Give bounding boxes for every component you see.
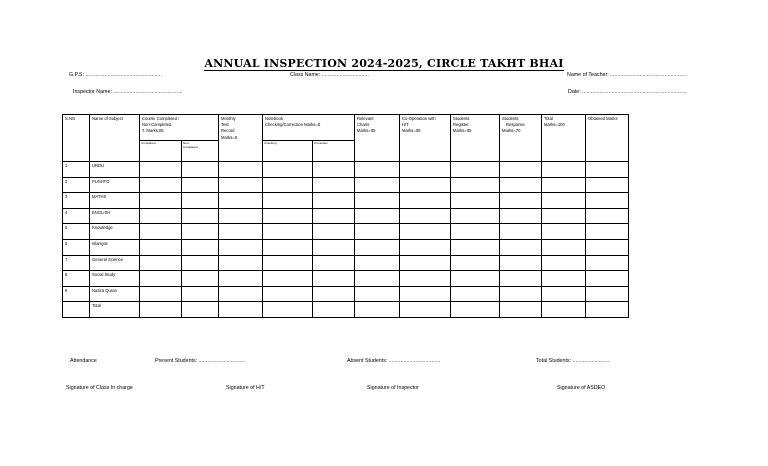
marks-cell[interactable]	[400, 286, 451, 302]
header-checking: Checking	[263, 141, 313, 162]
row-subject: MATHS	[90, 193, 140, 209]
inspector-name-field: Inspector Name: ...............................................	[73, 89, 183, 95]
marks-cell[interactable]	[500, 193, 542, 209]
marks-cell[interactable]	[542, 193, 586, 209]
marks-cell[interactable]	[219, 224, 263, 240]
marks-cell[interactable]	[313, 271, 355, 287]
table-row	[63, 255, 629, 271]
header-monthly-test: Monthly Test Record Marks=5	[219, 115, 263, 162]
class-name-field: Class Name: ................................	[290, 72, 369, 78]
signature-headteacher: Signature of H/T	[226, 385, 265, 391]
table-row	[63, 271, 629, 287]
header-sno: S.NO	[63, 115, 90, 162]
marks-cell[interactable]	[355, 177, 400, 193]
header-notebook: Notebook Checking/Correction Marks=5	[263, 115, 355, 141]
marks-cell[interactable]	[219, 302, 263, 318]
marks-cell[interactable]	[182, 193, 219, 209]
row-subject: Knowledge	[90, 224, 140, 240]
marks-cell[interactable]	[263, 162, 313, 178]
table-row	[63, 208, 629, 224]
marks-cell[interactable]	[500, 162, 542, 178]
marks-cell[interactable]	[313, 162, 355, 178]
marks-cell[interactable]	[451, 208, 500, 224]
table-row	[63, 177, 629, 193]
marks-cell[interactable]	[219, 271, 263, 287]
marks-cell[interactable]	[219, 193, 263, 209]
marks-cell[interactable]	[263, 286, 313, 302]
marks-cell[interactable]	[400, 224, 451, 240]
row-subject: General Science	[90, 255, 140, 271]
marks-cell[interactable]	[355, 224, 400, 240]
marks-cell[interactable]	[400, 208, 451, 224]
header-obtained: Obtained Marks	[586, 115, 629, 162]
marks-cell[interactable]	[263, 271, 313, 287]
marks-cell[interactable]	[182, 208, 219, 224]
marks-cell[interactable]	[451, 193, 500, 209]
header-subject: Name of Subject	[90, 115, 140, 162]
marks-cell[interactable]	[219, 286, 263, 302]
marks-cell[interactable]	[263, 193, 313, 209]
marks-cell[interactable]	[263, 208, 313, 224]
table-row	[63, 193, 629, 209]
row-subject: URDU	[90, 162, 140, 178]
marks-cell[interactable]	[219, 208, 263, 224]
header-correction: Correction	[313, 141, 355, 162]
marks-cell[interactable]	[400, 271, 451, 287]
marks-cell[interactable]	[500, 255, 542, 271]
marks-cell[interactable]	[586, 286, 629, 302]
marks-cell[interactable]	[400, 302, 451, 318]
header-non-completed: Non- Completed	[182, 141, 219, 162]
marks-cell[interactable]	[355, 162, 400, 178]
marks-cell[interactable]	[586, 208, 629, 224]
row-subject: PUSHTO	[90, 177, 140, 193]
date-field: Date: .......................................................................	[568, 89, 687, 95]
marks-cell[interactable]	[451, 177, 500, 193]
header-completed: Completed	[140, 141, 182, 162]
marks-cell[interactable]	[140, 302, 182, 318]
marks-cell[interactable]	[451, 224, 500, 240]
marks-cell[interactable]	[355, 286, 400, 302]
marks-cell[interactable]	[451, 286, 500, 302]
marks-cell[interactable]	[451, 271, 500, 287]
teacher-name-field: Name of Teacher: ....................................................	[567, 72, 687, 78]
marks-cell[interactable]	[586, 239, 629, 255]
marks-cell[interactable]	[586, 271, 629, 287]
marks-cell[interactable]	[140, 162, 182, 178]
marks-cell[interactable]	[586, 193, 629, 209]
table-row	[63, 302, 629, 318]
marks-cell[interactable]	[140, 239, 182, 255]
marks-cell[interactable]	[542, 239, 586, 255]
row-sno: 4	[63, 208, 90, 224]
marks-cell[interactable]	[140, 177, 182, 193]
marks-cell[interactable]	[182, 162, 219, 178]
marks-cell[interactable]	[263, 177, 313, 193]
table-row	[63, 162, 629, 178]
row-sno: 6	[63, 239, 90, 255]
marks-cell[interactable]	[542, 208, 586, 224]
marks-cell[interactable]	[400, 193, 451, 209]
marks-cell[interactable]	[400, 162, 451, 178]
marks-cell[interactable]	[400, 177, 451, 193]
row-subject: Islamyat	[90, 239, 140, 255]
marks-cell[interactable]	[542, 224, 586, 240]
marks-cell[interactable]	[542, 255, 586, 271]
marks-cell[interactable]	[355, 208, 400, 224]
row-sno: 5	[63, 224, 90, 240]
marks-cell[interactable]	[263, 255, 313, 271]
marks-cell[interactable]	[219, 177, 263, 193]
header-course: Course Completed / Non-Completed T. Marks:05	[140, 115, 219, 141]
marks-cell[interactable]	[355, 193, 400, 209]
marks-cell[interactable]	[140, 193, 182, 209]
attendance-label: Attendance	[70, 358, 97, 364]
marks-cell[interactable]	[500, 224, 542, 240]
row-sno: 2	[63, 177, 90, 193]
marks-cell[interactable]	[140, 208, 182, 224]
marks-cell[interactable]	[355, 255, 400, 271]
marks-cell[interactable]	[313, 286, 355, 302]
header-register: Students Register Marks=05	[451, 115, 500, 162]
header-total-marks: Total Marks=100	[542, 115, 586, 162]
table-row	[63, 239, 629, 255]
marks-cell[interactable]	[542, 271, 586, 287]
total-students-field: Total Students: .........................	[536, 358, 610, 364]
marks-cell[interactable]	[542, 302, 586, 318]
present-students-field: Present Students: ................................	[155, 358, 246, 364]
marks-cell[interactable]	[313, 208, 355, 224]
header-charts: Relevant Charts Marks=05	[355, 115, 400, 162]
marks-cell[interactable]	[586, 177, 629, 193]
row-subject: Total	[90, 302, 140, 318]
marks-cell[interactable]	[182, 271, 219, 287]
marks-cell[interactable]	[500, 271, 542, 287]
marks-cell[interactable]	[500, 239, 542, 255]
marks-cell[interactable]	[182, 239, 219, 255]
marks-cell[interactable]	[400, 255, 451, 271]
marks-cell[interactable]	[542, 177, 586, 193]
marks-cell[interactable]	[400, 239, 451, 255]
marks-cell[interactable]	[355, 271, 400, 287]
row-sno: 1	[63, 162, 90, 178]
page-title: ANNUAL INSPECTION 2024-2025, CIRCLE TAKHT BHAI	[204, 57, 564, 70]
marks-cell[interactable]	[140, 271, 182, 287]
marks-cell[interactable]	[542, 286, 586, 302]
marks-cell[interactable]	[451, 302, 500, 318]
inspection-table	[62, 114, 629, 318]
marks-cell[interactable]	[586, 302, 629, 318]
marks-cell[interactable]	[182, 224, 219, 240]
marks-cell[interactable]	[586, 224, 629, 240]
marks-cell[interactable]	[313, 302, 355, 318]
marks-cell[interactable]	[313, 224, 355, 240]
marks-cell[interactable]	[355, 239, 400, 255]
marks-cell[interactable]	[451, 255, 500, 271]
marks-cell[interactable]	[451, 162, 500, 178]
header-cooperation: Co-Operation with H/T Marks=05	[400, 115, 451, 162]
marks-cell[interactable]	[500, 208, 542, 224]
table-row	[63, 286, 629, 302]
marks-cell[interactable]	[451, 239, 500, 255]
row-subject: Nazira Quran	[90, 286, 140, 302]
row-sno: 9	[63, 286, 90, 302]
marks-cell[interactable]	[313, 193, 355, 209]
marks-cell[interactable]	[263, 302, 313, 318]
marks-cell[interactable]	[586, 162, 629, 178]
absent-students-field: Absent Students: ...................................	[347, 358, 441, 364]
row-sno	[63, 302, 90, 318]
signature-class-incharge: Signature of Class In charge	[66, 385, 133, 391]
marks-cell[interactable]	[542, 162, 586, 178]
marks-cell[interactable]	[219, 255, 263, 271]
marks-cell[interactable]	[219, 239, 263, 255]
table-row	[63, 224, 629, 240]
marks-cell[interactable]	[355, 302, 400, 318]
row-sno: 3	[63, 193, 90, 209]
marks-cell[interactable]	[500, 286, 542, 302]
marks-cell[interactable]	[263, 239, 313, 255]
marks-cell[interactable]	[182, 302, 219, 318]
marks-cell[interactable]	[182, 286, 219, 302]
signature-asdeo: Signature of ASDEO	[557, 385, 606, 391]
marks-cell[interactable]	[263, 224, 313, 240]
gps-field: G.P.S: ....................................................	[69, 72, 162, 78]
row-subject: ENGLISH	[90, 208, 140, 224]
marks-cell[interactable]	[182, 255, 219, 271]
row-sno: 7	[63, 255, 90, 271]
marks-cell[interactable]	[586, 255, 629, 271]
marks-cell[interactable]	[313, 255, 355, 271]
marks-cell[interactable]	[140, 224, 182, 240]
header-response: Students Response Marks=70	[500, 115, 542, 162]
marks-cell[interactable]	[140, 255, 182, 271]
marks-cell[interactable]	[313, 239, 355, 255]
marks-cell[interactable]	[219, 162, 263, 178]
row-sno: 8	[63, 271, 90, 287]
marks-cell[interactable]	[500, 302, 542, 318]
marks-cell[interactable]	[313, 177, 355, 193]
signature-inspector: Signature of Inspector	[367, 385, 419, 391]
marks-cell[interactable]	[182, 177, 219, 193]
marks-cell[interactable]	[140, 286, 182, 302]
row-subject: Social Study	[90, 271, 140, 287]
marks-cell[interactable]	[500, 177, 542, 193]
